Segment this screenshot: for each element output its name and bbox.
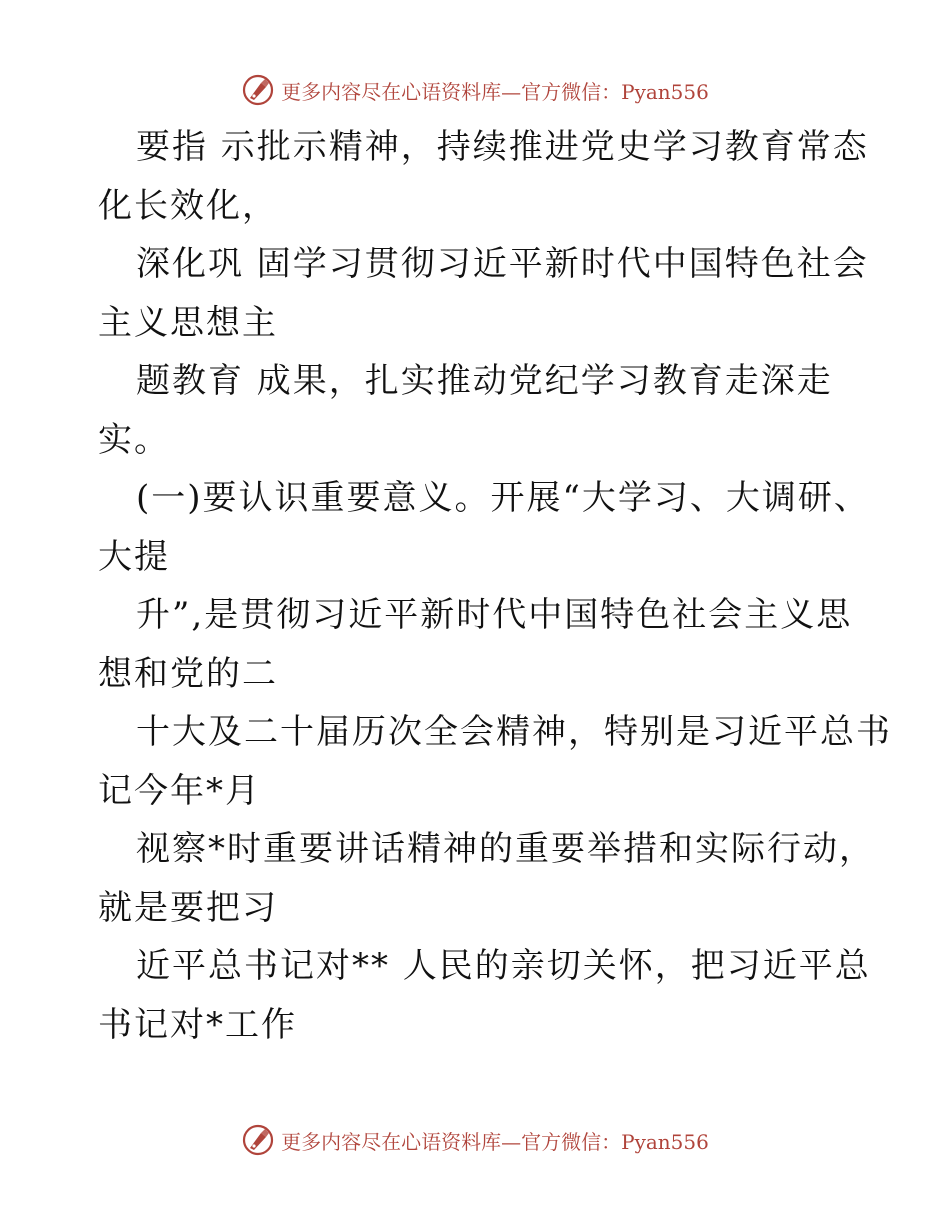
- body-line: 视察*时重要讲话精神的重要举措和实际行动，: [136, 829, 875, 869]
- header-watermark-banner: [0, 70, 950, 110]
- body-line: 升”,是贯彻习近平新时代中国特色社会主义思: [136, 595, 853, 635]
- pen-nib-logo-icon: [241, 1123, 275, 1157]
- body-line: 想和党的二: [98, 653, 278, 694]
- body-line: 记今年*月: [98, 770, 261, 811]
- body-line: (一)要认识重要意义。开展“大学习、大调研、: [136, 478, 870, 518]
- header-watermark-text: 更多内容尽在心语资料库—官方微信：Pyan556: [281, 79, 709, 104]
- body-line: 就是要把习: [98, 887, 278, 928]
- body-line: 近平总书记对** 人民的亲切关怀，把习近平总: [136, 946, 871, 986]
- pen-nib-logo-icon: [241, 73, 275, 107]
- body-line: 书记对*工作: [98, 1004, 297, 1045]
- document-body: [98, 118, 892, 1054]
- body-line: 大提: [98, 536, 170, 577]
- body-line: 深化巩 固学习贯彻习近平新时代中国特色社会: [136, 244, 869, 284]
- body-line: 十大及二十届历次全会精神，特别是习近平总书: [136, 712, 892, 752]
- body-line: 题教育 成果，扎实推动党纪学习教育走深走: [136, 361, 833, 401]
- footer-watermark-banner: [0, 1120, 950, 1160]
- body-line: 实。: [98, 419, 170, 460]
- footer-watermark-text: 更多内容尽在心语资料库—官方微信：Pyan556: [281, 1129, 709, 1154]
- body-line: 主义思想主: [98, 302, 278, 343]
- body-line: 要指 示批示精神，持续推进党史学习教育常态: [136, 127, 869, 167]
- body-line: 化长效化，: [98, 185, 278, 226]
